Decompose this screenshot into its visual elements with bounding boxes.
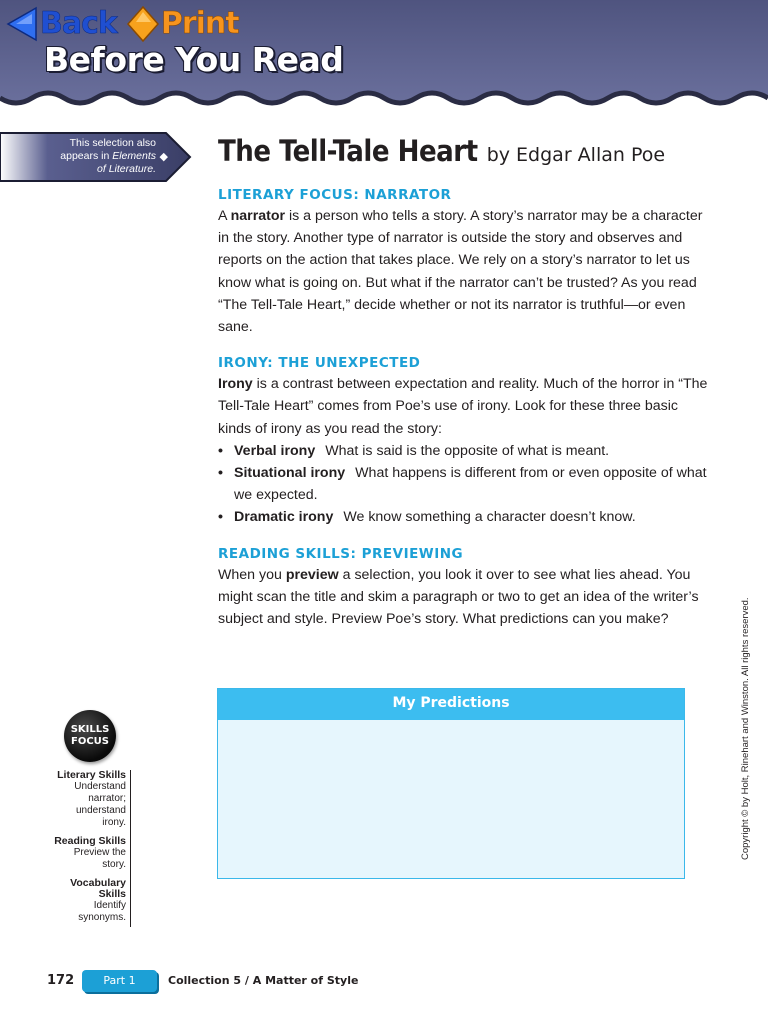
list-item: • Dramatic irony We know something a character doesn’t know.: [218, 506, 708, 528]
selection-note-line3: of Literature.: [97, 163, 156, 175]
skill-heading-vocabulary: Vocabulary Skills: [70, 877, 126, 900]
selection-note-line2: appears in: [60, 150, 113, 162]
reading-skills-text: When you preview a selection, you look it over to see what lies ahead. You might scan the title and skim a paragraph or two to get an idea of the writer’s subject and style. Preview Poe’s story. What predictions can you make?: [218, 566, 699, 628]
copyright-notice: Copyright © by Holt, Rinehart and Winston. All rights reserved.: [740, 597, 751, 860]
narrator-term: narrator: [230, 208, 286, 224]
collection-title: Collection 5 / A Matter of Style: [168, 974, 359, 987]
reading-skills-heading: READING SKILLS: PREVIEWING: [218, 545, 464, 562]
back-button[interactable]: [6, 6, 117, 42]
skill-desc-vocabulary: Identify synonyms.: [78, 900, 126, 923]
skills-focus-badge: SKILLS FOCUS: [64, 710, 116, 762]
list-item: • Situational irony What happens is different from or even opposite of what we expected.: [218, 462, 708, 506]
print-diamond-icon: [127, 6, 159, 42]
skill-desc-literary: Understand narrator; understand irony.: [74, 781, 126, 828]
nav-buttons: [6, 4, 239, 44]
diamond-icon: ◆: [159, 150, 168, 163]
skill-heading-literary: Literary Skills: [57, 769, 126, 781]
irony-text: Irony is a contrast between expectation and reality. Much of the horror in “The Tell-Tale Heart” comes from Poe’s use of irony. Look for these three basic kinds of irony as you read the story:: [218, 376, 708, 437]
predictions-box: [217, 688, 685, 879]
skill-desc-reading: Preview the story.: [73, 847, 126, 870]
skill-heading-reading: Reading Skills: [54, 835, 126, 847]
selection-note: [16, 137, 156, 176]
irony-term: Irony: [218, 376, 253, 393]
literary-focus-text: A narrator is a person who tells a story. A story’s narrator may be a character in the story. Another type of narrator is outside the story and observes and reports on the action that takes place. We rely on a story’s narrator to let us know what is going on. But what if the narrator can’t be trusted? As you read “The Tell-Tale Heart,” decide whether or not its narrator is truthful—or even sane.: [218, 208, 703, 336]
story-title-row: [218, 134, 708, 168]
part-badge: Part 1: [82, 970, 157, 992]
selection-note-line1: This selection also: [69, 137, 156, 149]
story-byline: by Edgar Allan Poe: [486, 144, 666, 166]
selection-tab: [0, 131, 192, 183]
irony-types-list: [218, 440, 708, 529]
back-arrow-icon: [6, 6, 38, 42]
selection-note-elements: Elements: [112, 150, 156, 162]
header-banner: [0, 0, 768, 118]
back-label: Back: [40, 6, 117, 41]
main-content: [218, 134, 708, 630]
skills-focus-list: [30, 770, 131, 927]
print-label: Print: [160, 6, 239, 41]
predictions-heading: My Predictions: [218, 689, 684, 720]
section-title: Before You Read: [44, 40, 344, 79]
predictions-input[interactable]: [218, 720, 688, 881]
story-title: The Tell-Tale Heart: [218, 134, 478, 168]
print-button[interactable]: [127, 6, 239, 42]
page-number: 172: [47, 973, 75, 988]
literary-focus-heading: LITERARY FOCUS: NARRATOR: [218, 187, 452, 203]
irony-heading: IRONY: THE UNEXPECTED: [218, 355, 421, 372]
preview-term: preview: [285, 566, 339, 583]
list-item: • Verbal irony What is said is the opposite of what is meant.: [218, 440, 708, 462]
